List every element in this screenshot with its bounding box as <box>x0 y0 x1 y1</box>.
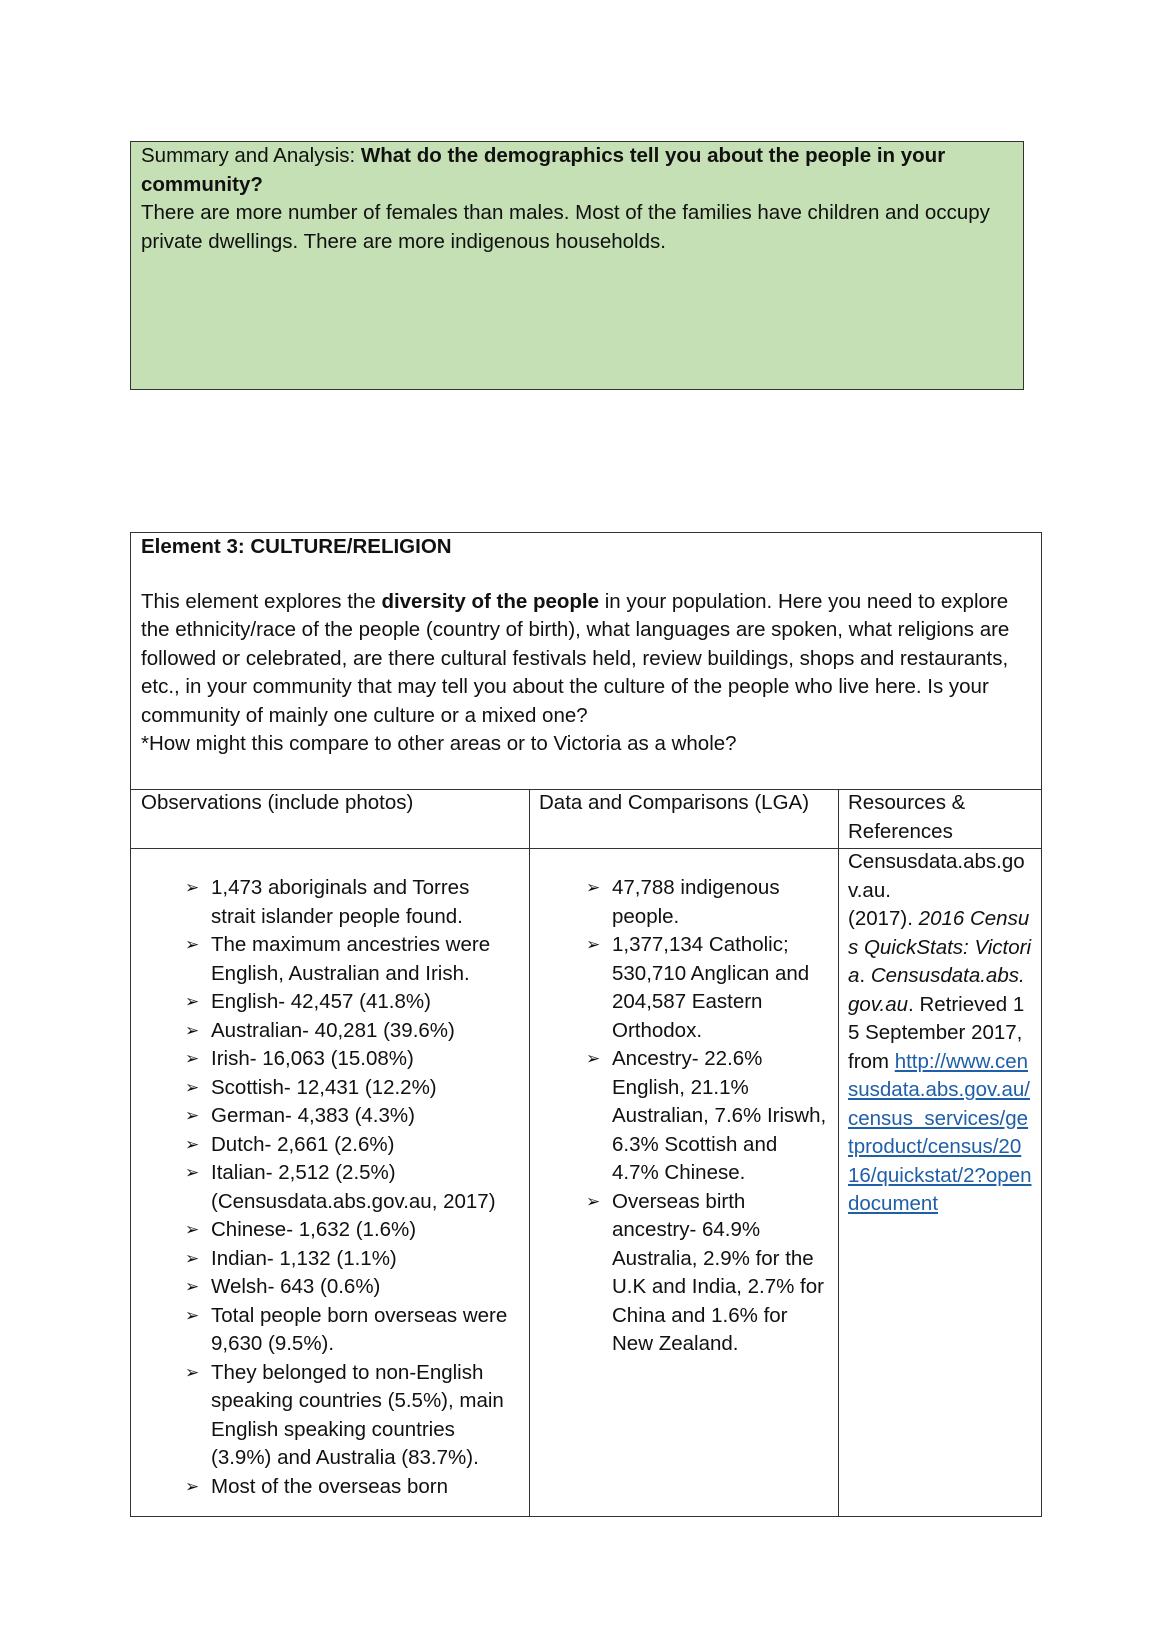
list-item: ➢ Scottish- 12,431 (12.2%) <box>141 1074 519 1103</box>
list-item: ➢ Chinese- 1,632 (1.6%) <box>141 1216 519 1245</box>
reference-site: Censusdata.abs.gov.au <box>848 964 1025 1016</box>
list-item: ➢ 1,473 aboriginals and Torres strait islander people found. <box>141 874 519 931</box>
summary-analysis-box <box>130 141 1024 390</box>
list-item: ➢ Total people born overseas were 9,630 (9.5%). <box>141 1302 519 1359</box>
list-item: ➢ The maximum ancestries were English, Australian and Irish. <box>141 931 519 988</box>
summary-question-line <box>141 142 1013 199</box>
list-item: ➢ They belonged to non-English speaking countries (5.5%), main English speaking countries (3.9%) and Australia (83.7%). <box>141 1359 519 1473</box>
data-comparisons-list <box>539 874 828 1359</box>
header-data-comparisons: Data and Comparisons (LGA) <box>539 791 810 814</box>
list-item: ➢ German- 4,383 (4.3%) <box>141 1102 519 1131</box>
list-item: ➢ Irish- 16,063 (15.08%) <box>141 1045 519 1074</box>
list-item: ➢ 1,377,134 Catholic; 530,710 Anglican and 204,587 Eastern Orthodox. <box>539 931 828 1045</box>
list-item: ➢ Dutch- 2,661 (2.6%) <box>141 1131 519 1160</box>
reference-link[interactable]: http://www.censusdata.abs.gov.au/census_services/getproduct/census/2016/quickstat/2?opendocument <box>848 1049 1032 1215</box>
header-resources: Resources & References <box>848 791 966 843</box>
element3-description: This element explores the diversity of the people in your population. Here you need to explore the ethnicity/race of the people (country of birth), what languages are spoken, what religions are followed or celebrated, are there cultural festivals held, review buildings, shops and restaurants, etc., in your community that may tell you about the culture of the people who live here. Is your community of mainly one culture or a mixed one? <box>141 589 1010 727</box>
observations-cell <box>131 874 529 1501</box>
list-item: ➢ Most of the overseas born <box>141 1473 519 1502</box>
element3-table <box>130 532 1042 1517</box>
list-item: ➢ English- 42,457 (41.8%) <box>141 988 519 1017</box>
header-observations: Observations (include photos) <box>141 791 414 814</box>
reference-source: Censusdata.abs.gov.au. <box>848 850 1025 902</box>
reference-cell: Censusdata.abs.gov.au. (2017). 2016 Census QuickStats: Victoria. Censusdata.abs.gov.au. Retrieved 15 September 2017, from http://www.censusdata.abs.gov.au/census_services/getproduct/census/2016/quickstat/2?opendocument <box>848 850 1032 1215</box>
data-cell <box>529 874 838 1359</box>
list-item: ➢ Ancestry- 22.6% English, 21.1% Australian, 7.6% Iriswh, 6.3% Scottish and 4.7% Chinese. <box>539 1045 828 1188</box>
reference-retrieved: Retrieved 15 September 2017, from <box>848 992 1025 1073</box>
list-item: ➢ Italian- 2,512 (2.5%) (Censusdata.abs.gov.au, 2017) <box>141 1159 519 1216</box>
reference-title: 2016 Census QuickStats: Victoria <box>848 907 1032 987</box>
list-item: ➢ Australian- 40,281 (39.6%) <box>141 1017 519 1046</box>
element3-intro <box>131 533 1041 789</box>
summary-answer: There are more number of females than males. Most of the families have children and occupy private dwellings. There are more indigenous households. <box>141 201 990 253</box>
list-item: ➢ 47,788 indigenous people. <box>539 874 828 931</box>
diversity-emphasis: diversity of the people <box>381 589 600 613</box>
compare-question: *How might this compare to other areas or to Victoria as a whole? <box>141 732 737 755</box>
summary-label: Summary and Analysis: <box>141 144 361 167</box>
list-item: ➢ Overseas birth ancestry- 64.9% Australia, 2.9% for the U.K and India, 2.7% for China and 1.6% for New Zealand. <box>539 1188 828 1359</box>
list-item: ➢ Welsh- 643 (0.6%) <box>141 1273 519 1302</box>
element3-title: Element 3: CULTURE/RELIGION <box>141 535 452 558</box>
reference-year: (2017). <box>848 907 913 930</box>
list-item: ➢ Indian- 1,132 (1.1%) <box>141 1245 519 1274</box>
summary-question: What do the demographics tell you about the people in your community? <box>141 144 946 196</box>
observations-list <box>141 874 519 1501</box>
